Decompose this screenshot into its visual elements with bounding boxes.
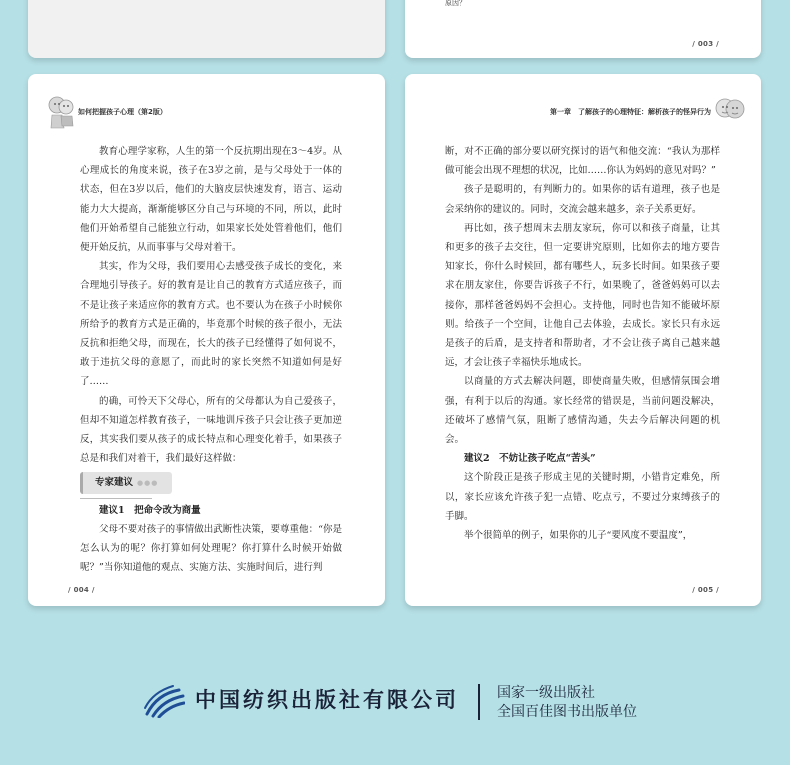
child-illustration-icon <box>46 94 78 136</box>
book-page-right <box>405 74 761 606</box>
paragraph: 举个很简单的例子，如果你的儿子“要风度不要温度”， <box>464 530 693 542</box>
page-body <box>445 142 720 545</box>
book-page-left <box>28 74 385 606</box>
paragraph: 教育心理学家称，人生的第一个反抗期出现在3～4岁。从心理成长的角度来说，孩子在3岁之前，是与父母处于一体的状态，但在3岁以后，他们的大脑皮层快速发育，语言、运动能力大大提高，渐渐能够区分自己与环境的不同，所以，此时他们开始希望自己能独立行动，如果家长处处管着他们，他们便开始反抗，从而事事与父母对着干。 <box>80 146 342 254</box>
running-header: 如何把握孩子心理（第2版） <box>78 108 167 116</box>
expert-advice-badge <box>80 472 172 493</box>
page-number: / 005 / <box>692 586 719 594</box>
paragraph: 的确，可怜天下父母心，所有的父母都认为自己爱孩子，但却不知道怎样教育孩子，一味地训斥孩子只会让孩子更加逆反，其实我们要从孩子的成长特点和心理变化着手，如果孩子总是和我们对着干，我们最好这样做： <box>80 395 342 465</box>
paragraph: 孩子是聪明的，有判断力的。如果你的话有道理，孩子也是会采纳你的建议的。同时，交流会越来越多，亲子关系更好。 <box>445 184 720 215</box>
badge-underline <box>80 498 152 499</box>
page-body <box>80 142 342 577</box>
page-number: / 004 / <box>68 586 95 594</box>
publisher-tagline: 全国百佳图书出版单位 <box>497 704 637 720</box>
publisher-name: 中国纺织出版社有限公司 <box>195 687 459 712</box>
page-number: / 003 / <box>692 40 719 48</box>
suggestion-heading: 建议1 把命令改为商量 <box>99 504 201 516</box>
paragraph: 再比如，孩子想周末去朋友家玩，你可以和孩子商量，让其和更多的孩子去交往，但一定要讲究原则，比如你去的地方要告知家长，你什么时候回，都有哪些人，玩多长时间。如果孩子要求在朋友家住，你要告诉孩子不行，如果晚了，爸爸妈妈可以去接你，那样爸爸妈妈不会担心。支持他，同时也告知不能破坏原则。给孩子一个空间，让他自己去体验，去成长。家长只有永远是孩子的后盾，是支持者和帮助者，才不会让孩子离自己越来越远，才会让孩子幸福快乐地成长。 <box>445 222 720 369</box>
expert-advice-label: 专家建议 <box>95 477 134 489</box>
suggestion-heading: 建议2 不妨让孩子吃点“苦头” <box>464 453 596 465</box>
children-illustration-icon <box>713 94 747 132</box>
cut-off-text: 原因？ <box>445 0 466 7</box>
decor-dots: ●●● <box>137 478 159 488</box>
paragraph: 断，对不正确的部分要以研究探讨的语气和他交流：“我认为那样做可能会出现不理想的状况，比如……你认为妈妈的意见对吗？” <box>445 146 720 177</box>
paragraph: 这个阶段正是孩子形成主见的关键时期，小错肯定难免，所以，家长应该允许孩子犯一点错、吃点亏，不要过分束缚孩子的手脚。 <box>445 472 720 522</box>
previous-page-right <box>405 0 761 58</box>
publisher-footer <box>143 680 663 724</box>
paragraph: 以商量的方式去解决问题，即使商量失败，但感情氛围会增强，有利于以后的沟通。家长经常的错误是，当前问题没解决，还破坏了感情气氛，阻断了感情沟通，失去今后解决问题的机会。 <box>445 376 720 446</box>
footer-divider <box>478 684 480 720</box>
publisher-logo-icon <box>143 684 185 722</box>
previous-page-left <box>28 0 385 58</box>
running-header: 第一章 了解孩子的心理特征：解析孩子的怪异行为 <box>550 108 711 116</box>
paragraph: 父母不要对孩子的事情做出武断性决策，要尊重他：“你是怎么认为的呢？你打算如何处理呢？你打算什么时候开始做呢？”当你知道他的观点、实施方法、实施时间后，进行判 <box>80 523 342 574</box>
publisher-tagline: 国家一级出版社 <box>497 685 595 701</box>
paragraph: 其实，作为父母，我们要用心去感受孩子成长的变化，来合理地引导孩子。好的教育是让自己的教育方式适应孩子，而不是让孩子来适应你的教育方式。也不要认为在孩子小时候你所给予的教育方式是正确的，毕竟那个时候的孩子很小，无法反抗和拒绝父母，而现在，长大的孩子已经懂得了如何说不，敢于违抗父母的意愿了，而此时的家长突然不知道如何是好了…… <box>80 261 342 388</box>
